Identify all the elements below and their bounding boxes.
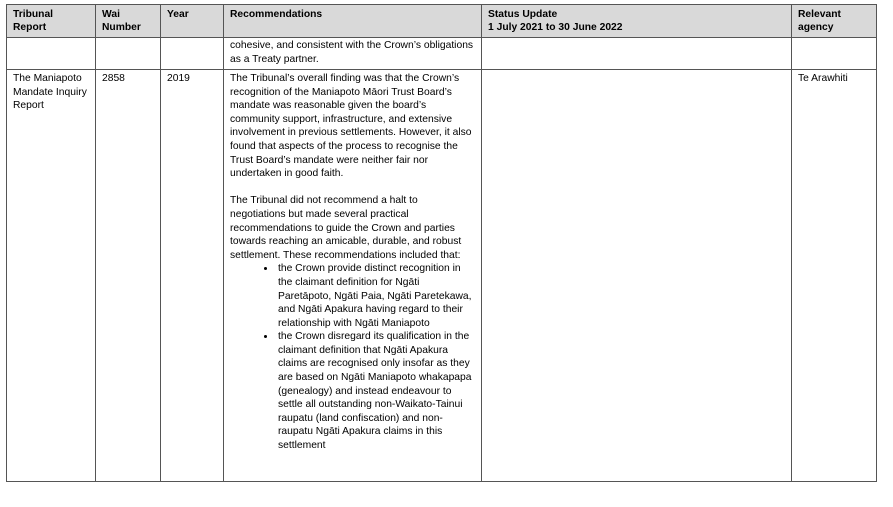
cell-report: The Maniapoto Mandate Inquiry Report <box>7 70 96 482</box>
rec-paragraph: The Tribunal did not recommend a halt to negotiations but made several practical recommendations to guide the Crown and parties towards reaching an amicable, durable, and robust settlement. These recommendations included that: <box>230 195 462 261</box>
header-wai-number: Wai Number <box>96 5 161 38</box>
cell-wai <box>96 38 161 70</box>
cell-recommendations: cohesive, and consistent with the Crown’s obligations as a Treaty partner. <box>224 38 482 70</box>
cell-recommendations <box>224 70 482 482</box>
rec-bullet-list <box>230 262 475 452</box>
status-header-line2: 1 July 2021 to 30 June 2022 <box>488 22 623 33</box>
status-header-line1: Status Update <box>488 9 558 20</box>
rec-paragraph: The Tribunal’s overall finding was that the Crown’s recognition of the Maniapoto Māori Trust Board’s mandate was reasonable given the board’s community support, infrastructure, and extensive involvement in previous settlements. However, it also found that aspects of the process to recognise the Trust Board’s mandate were neither fair nor undertaken in good faith. <box>230 73 472 180</box>
cell-wai: 2858 <box>96 70 161 482</box>
table-row <box>7 70 877 482</box>
table-row-continued <box>7 38 877 70</box>
cell-status <box>482 38 792 70</box>
cell-report <box>7 38 96 70</box>
cell-year: 2019 <box>161 70 224 482</box>
header-relevant-agency: Relevant agency <box>792 5 877 38</box>
cell-status <box>482 70 792 482</box>
header-status-update <box>482 5 792 38</box>
cell-agency <box>792 38 877 70</box>
header-row <box>7 5 877 38</box>
list-item: • the Crown disregard its qualification in the claimant definition that Ngāti Apakura claims are recognised only insofar as they are based on Ngāti Maniapoto whakapapa (genealogy) and instead endeavour to settle all outstanding non-Waikato-Tainui raupatu (land confiscation) and non-raupatu Ngāti Apakura claims in this settlement <box>276 330 475 452</box>
list-item: • the Crown provide distinct recognition in the claimant definition for Ngāti Paretāpoto, Ngāti Paia, Ngāti Paretekawa, and Ngāti Apakura having regard to their relationship with Ngāti Maniapoto <box>276 262 475 330</box>
cell-agency: Te Arawhiti <box>792 70 877 482</box>
header-year: Year <box>161 5 224 38</box>
cell-year <box>161 38 224 70</box>
header-tribunal-report: Tribunal Report <box>7 5 96 38</box>
header-recommendations: Recommendations <box>224 5 482 38</box>
recommendations-table <box>6 4 877 482</box>
